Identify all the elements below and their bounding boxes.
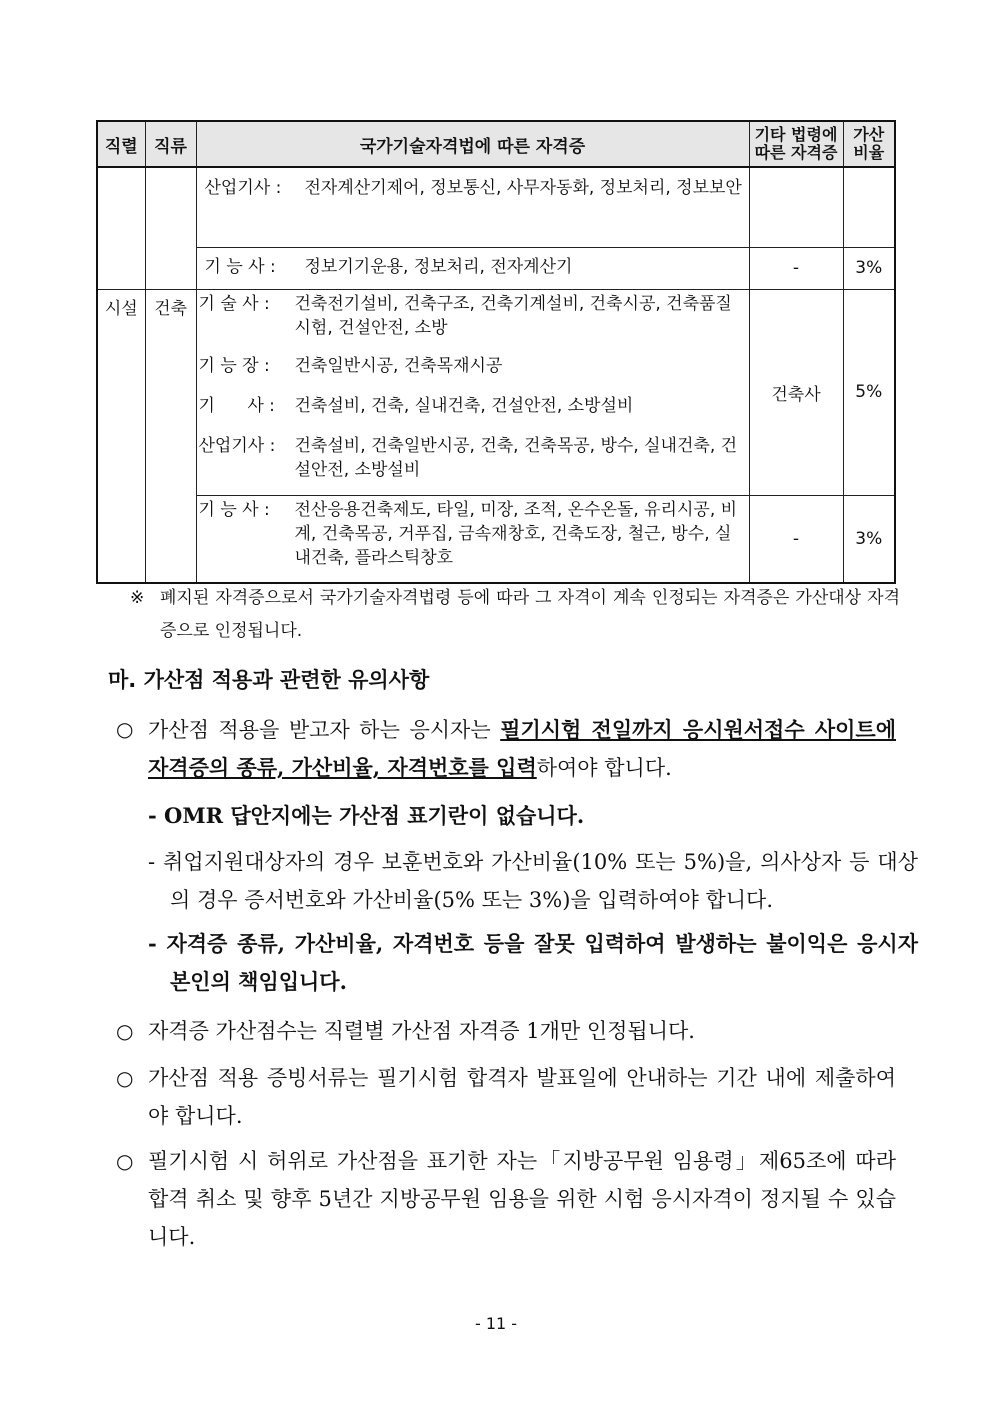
cell-other-cert: 건축사 (749, 289, 843, 495)
bullet-circle-icon: ○ (116, 1066, 134, 1090)
cert-entry (205, 255, 743, 279)
cell-cert-list (196, 167, 749, 247)
para1-emphasis: 필기시험 전일까지 응시원서접수 사이트에 자격증의 종류, 가산비율, 자격번호를 입력 (148, 717, 896, 780)
reference-mark-icon: ※ (130, 588, 145, 608)
cell-other-cert: - (749, 495, 843, 583)
paragraph-documents: 가산점 적용 증빙서류는 필기시험 합격자 발표일에 안내하는 기간 내에 제출하여야 합니다. (148, 1066, 896, 1128)
section-heading: 마. 가산점 적용과 관련한 유의사항 (108, 668, 430, 692)
header-other-cert (749, 121, 843, 167)
header-other-cert-line2: 따른 자격증 (754, 143, 838, 162)
cell-rate: 3% (843, 495, 895, 583)
cert-level-label: 산업기사 : (198, 435, 276, 456)
cell-cert-list (196, 495, 749, 583)
footnote-row (130, 582, 900, 648)
cert-names: 정보기기운용, 정보처리, 전자계산기 (304, 256, 573, 277)
cert-names: 건축설비, 건축, 실내건축, 건설안전, 소방설비 (294, 395, 634, 416)
cert-level-label: 기 능 사 : (198, 499, 270, 520)
cell-series: 시설 (97, 289, 145, 583)
cell-category-empty (145, 167, 196, 289)
cell-rate: 5% (843, 289, 895, 495)
paragraph-one-cert: 자격증 가산점수는 직렬별 가산점 자격증 1개만 인정됩니다. (148, 1019, 695, 1043)
dash-item-veteran: - 취업지원대상자의 경우 보훈번호와 가산비율(10% 또는 5%)을, 의사상자 등 대상의 경우 증서번호와 가산비율(5% 또는 3%)을 입력하여야 합니다. (148, 850, 918, 912)
header-series: 직렬 (97, 121, 145, 167)
header-other-cert-line1: 기타 법령에 (754, 125, 838, 144)
footnote-text: 폐지된 자격증으로서 국가기술자격법령 등에 따라 그 자격이 계속 인정되는 자격증은 가산대상 자격증으로 인정됩니다. (160, 588, 900, 641)
cert-level-label: 기 술 사 : (198, 293, 270, 314)
cell-rate: 3% (843, 247, 895, 289)
cert-entry (199, 394, 745, 418)
header-rate (843, 121, 895, 167)
dash-item-responsibility: - 자격증 종류, 가산비율, 자격번호 등을 잘못 입력하여 발생하는 불이익은 응시자 본인의 책임입니다. (148, 931, 918, 994)
certificate-table (96, 120, 896, 584)
table-row (97, 247, 895, 289)
cert-level-label: 기 능 장 : (198, 355, 270, 376)
cert-names: 건축설비, 건축일반시공, 건축, 건축목공, 방수, 실내건축, 건설안전, 소방설비 (294, 435, 738, 480)
para1-lead: 가산점 적용을 받고자 하는 응시자는 (148, 718, 501, 742)
cell-cert-list (196, 289, 749, 495)
table-row (97, 495, 895, 583)
cert-names: 건축일반시공, 건축목재시공 (294, 355, 503, 376)
cell-cert-list (196, 247, 749, 289)
cert-names: 전자계산기제어, 정보통신, 사무자동화, 정보처리, 정보보안 (304, 178, 742, 198)
header-national-cert: 국가기술자격법에 따른 자격증 (196, 121, 749, 167)
cert-names: 건축전기설비, 건축구조, 건축기계설비, 건축시공, 건축품질시험, 건설안전, 소방 (294, 293, 732, 338)
cell-rate (843, 167, 895, 247)
header-category: 직류 (145, 121, 196, 167)
table-row (97, 289, 895, 495)
dash-item-omr: - OMR 답안지에는 가산점 표기란이 없습니다. (148, 803, 585, 828)
cert-level-label: 기 능 사 : (204, 256, 276, 277)
header-rate-line1: 가산 (853, 125, 885, 144)
header-rate-line2: 비율 (853, 143, 885, 162)
cert-level-label: 산업기사 : (204, 178, 282, 198)
table-footnote (130, 582, 900, 648)
bullet-circle-icon: ○ (116, 1149, 134, 1173)
table-row (97, 167, 895, 247)
page-number: - 11 - (474, 1314, 518, 1333)
cert-entry (199, 292, 745, 340)
cert-names: 전산응용건축제도, 타일, 미장, 조적, 온수온돌, 유리시공, 비계, 건축목공, 거푸집, 금속재창호, 건축도장, 철근, 방수, 실내건축, 플라스틱창호 (294, 499, 738, 568)
bullet-circle-icon: ○ (116, 717, 134, 741)
paragraph-input-instruction (148, 711, 896, 787)
cert-entry (205, 176, 743, 200)
cert-entry (199, 498, 745, 570)
table-header-row (97, 121, 895, 167)
cert-level-label: 기 사 : (198, 395, 275, 416)
paragraph-false-marking: 필기시험 시 허위로 가산점을 표기한 자는「지방공무원 임용령」제65조에 따라 합격 취소 및 향후 5년간 지방공무원 임용을 위한 시험 응시자격이 정지될 수 있습니다. (148, 1149, 896, 1249)
cell-category: 건축 (145, 289, 196, 583)
cell-other-cert (749, 167, 843, 247)
cell-other-cert: - (749, 247, 843, 289)
cert-entry (199, 354, 745, 378)
para1-tail: 하여야 합니다. (536, 756, 672, 780)
cell-series-empty (97, 167, 145, 289)
cert-entry (199, 434, 745, 482)
bullet-circle-icon: ○ (116, 1019, 134, 1043)
